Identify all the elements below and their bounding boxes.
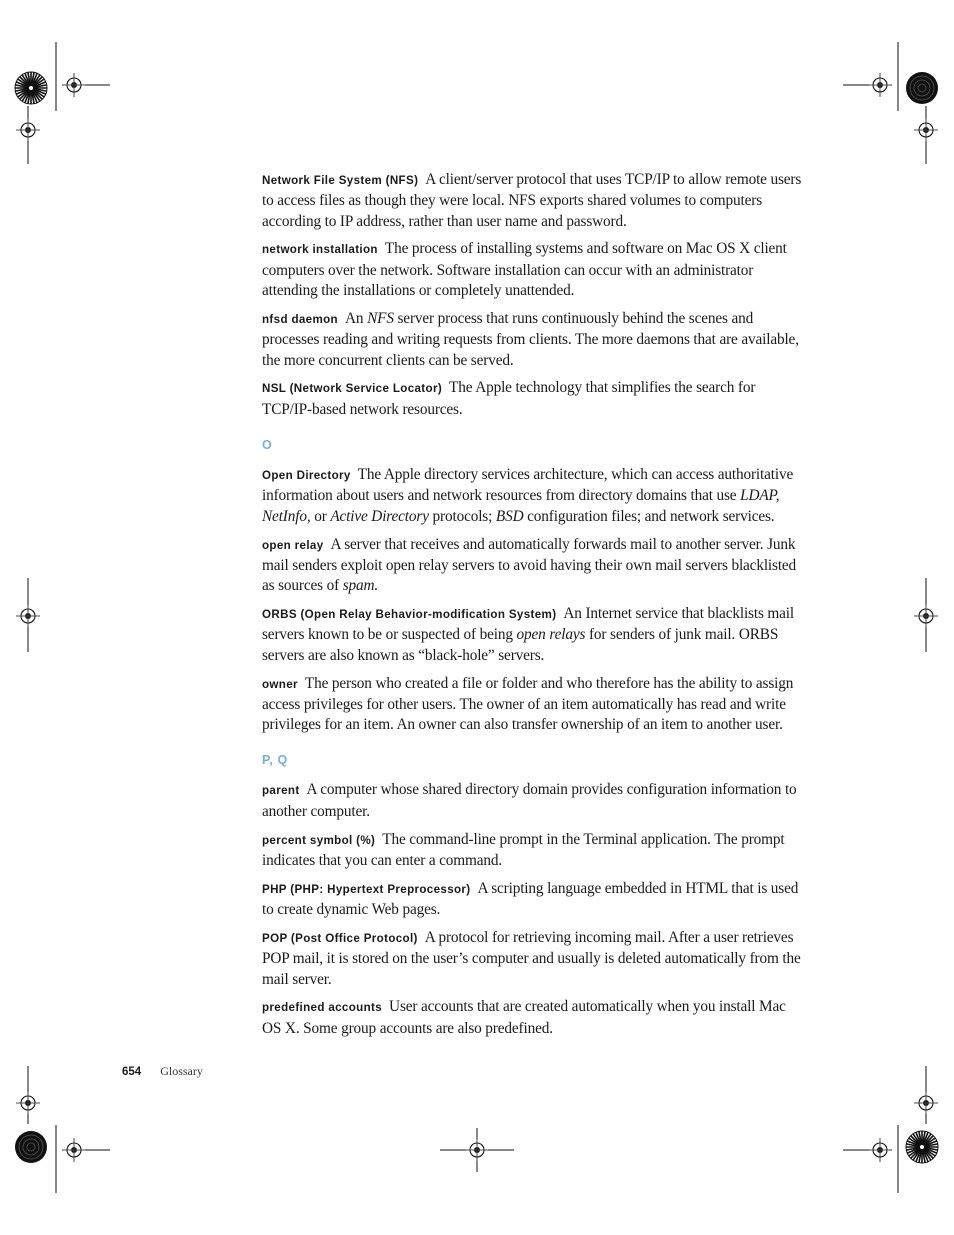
definition-text: An — [345, 309, 368, 327]
definition-italic-text: LDAP, NetInfo, — [262, 487, 780, 525]
definition-italic-text: NFS — [367, 309, 394, 327]
glossary-term: ORBS (Open Relay Behavior-modification System) — [262, 608, 557, 622]
entries-group-o — [262, 465, 808, 735]
definition-text: The Apple directory services architecture, which can access authoritative information about users and network resources from directory domains that use — [262, 466, 794, 505]
glossary-term: POP (Post Office Protocol) — [262, 931, 418, 945]
glossary-term: parent — [262, 784, 300, 798]
definition-text: User accounts that are created automatically when you install Mac OS X. Some group accounts are also predefined. — [262, 998, 786, 1037]
entries-group-n — [262, 170, 808, 420]
section-heading-pq: P, Q — [262, 753, 288, 768]
page-number: 654 — [122, 1066, 142, 1078]
glossary-term: percent symbol (%) — [262, 833, 376, 847]
definition-text: A scripting language embedded in HTML that is used to create dynamic Web pages. — [262, 879, 799, 919]
definition-text: A server that receives and automatically forwards mail to another server. Junk mail senders exploit open relay servers to avoid having their own mail servers blacklisted as sources of — [262, 535, 797, 595]
definition-text: A computer whose shared directory domain provides configuration information to another computer. — [262, 781, 797, 820]
glossary-term: Network File System (NFS) — [262, 174, 419, 187]
glossary-entry — [262, 997, 808, 1039]
glossary-term: PHP (PHP: Hypertext Preprocessor) — [262, 882, 471, 896]
glossary-entry — [262, 928, 808, 990]
glossary-entry — [262, 239, 808, 301]
glossary-term: nfsd daemon — [262, 312, 338, 326]
glossary-entry — [262, 830, 808, 872]
glossary-entry — [262, 535, 808, 597]
definition-text: or — [310, 507, 331, 525]
glossary-entry — [262, 170, 808, 232]
definition-text: The person who created a file or folder and who therefore has the ability to assign access privileges for other users. The owner of an item automatically has read and write privileges for an item. An owner can also transfer ownership of an item to another user. — [262, 674, 794, 734]
glossary-entry — [262, 465, 808, 527]
section-heading-o: O — [262, 438, 273, 453]
definition-text: configuration files; and network services. — [523, 507, 775, 525]
definition-text: server process that runs continuously behind the scenes and processes reading and writing requests from clients. The more daemons that are available, the more concurrent clients can be served. — [262, 309, 799, 369]
definition-text: The process of installing systems and software on Mac OS X client computers over the network. Software installation can occur with an administrator attending the installations or completely unattended. — [262, 240, 787, 300]
definition-text: The command-line prompt in the Terminal application. The prompt indicates that you can enter a command. — [262, 830, 785, 869]
glossary-entry — [262, 378, 808, 420]
definition-italic-text: open relays — [516, 626, 586, 644]
footer-section-label: Glossary — [160, 1064, 203, 1078]
definition-text: for senders of junk mail. ORBS servers are also known as “black-hole” servers. — [262, 626, 779, 664]
glossary-term: NSL (Network Service Locator) — [262, 382, 443, 396]
glossary-term: Open Directory — [262, 469, 351, 483]
glossary-entry — [262, 879, 808, 921]
definition-italic-text: BSD — [495, 507, 524, 525]
definition-text: The Apple technology that simplifies the search for TCP/IP-based network resources. — [262, 379, 756, 418]
glossary-term: predefined accounts — [262, 1001, 383, 1015]
glossary-term: network installation — [262, 243, 378, 257]
glossary-entry — [262, 780, 808, 822]
definition-text: A client/server protocol that uses TCP/IP to allow remote users to access files as though they were local. NFS exports shared volumes to computers according to IP address, rather than user name and password. — [262, 171, 802, 230]
page-footer — [122, 1064, 203, 1079]
glossary-entries — [262, 170, 808, 1047]
glossary-entry — [262, 309, 808, 371]
glossary-entry — [262, 604, 808, 666]
glossary-term: owner — [262, 677, 298, 691]
glossary-term: open relay — [262, 538, 324, 552]
definition-text: protocols; — [428, 507, 496, 525]
definition-text: A protocol for retrieving incoming mail. After a user retrieves POP mail, it is stored on the user’s computer and usually is deleted automatically from the mail server. — [262, 928, 801, 988]
definition-italic-text: spam. — [342, 577, 379, 595]
entries-group-pq — [262, 780, 808, 1039]
glossary-entry — [262, 674, 808, 736]
definition-text: An Internet service that blacklists mail servers known to be or suspected of being — [262, 605, 795, 644]
definition-italic-text: Active Directory — [330, 507, 429, 525]
